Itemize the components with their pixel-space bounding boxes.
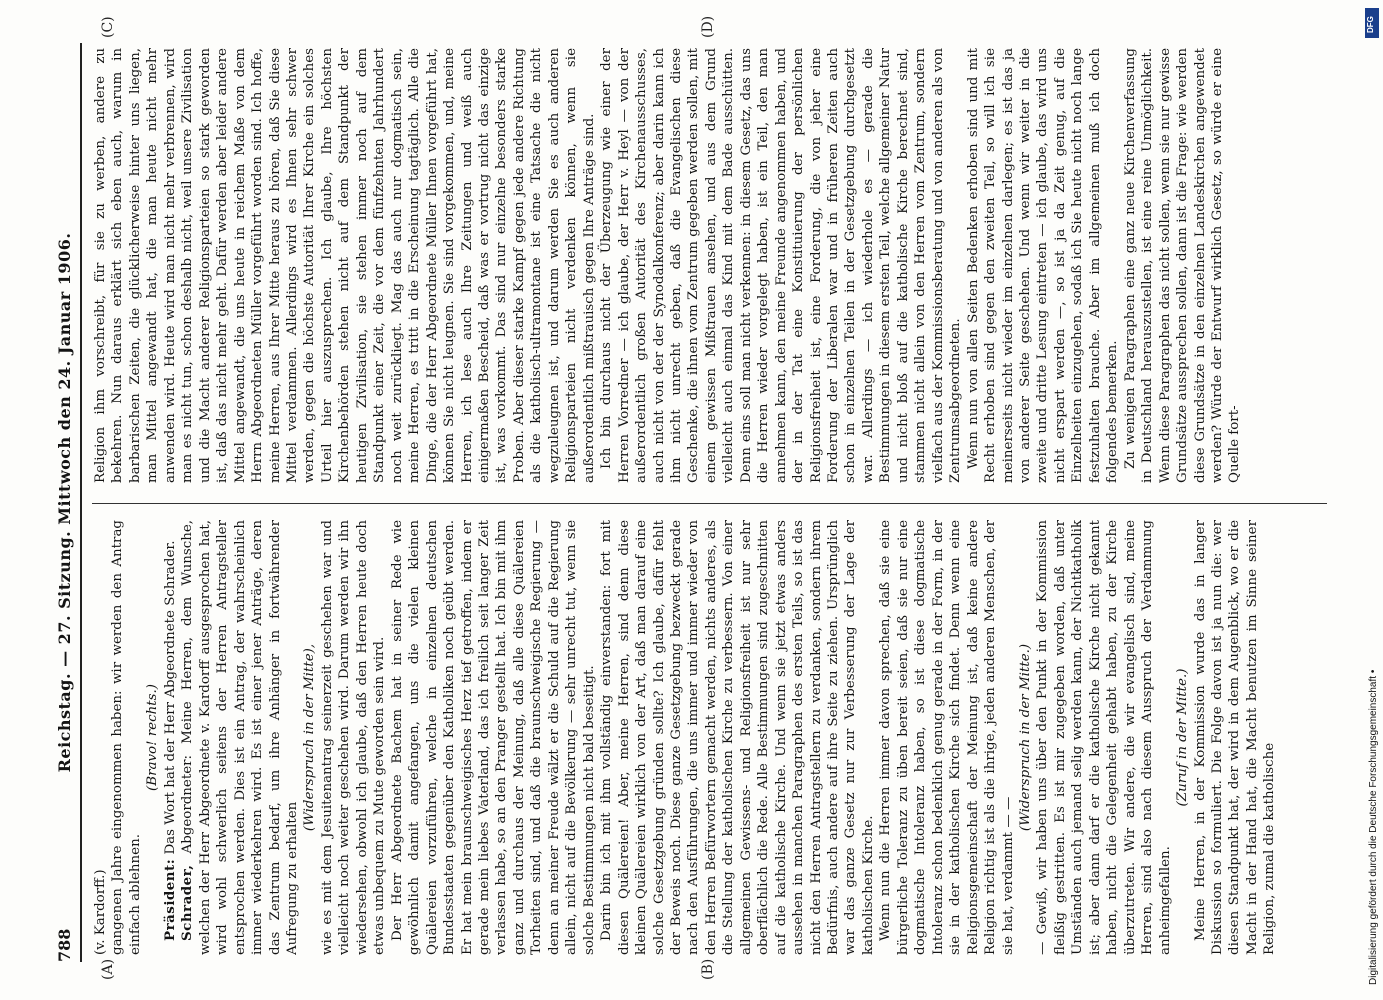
- speech-text: Abgeordneter: Meine Herren, dem Wunsche, welchen der Herr Abgeordnete v. Kardorff ausgesprochen hat, wird wohl schwerlich seitens der Herren Antragsteller entsprochen werden. Dies ist ein Antrag, der wahrscheinlich immer wiederkehren wird. Es ist einer jener Anträge, deren das Zentrum bedarf, um ihre Anhänger in fortwährender Aufregung zu erhalten: [180, 520, 300, 955]
- left-column: [92, 520, 1322, 955]
- text-paragraph: Ich bin durchaus nicht der Überzeugung wie einer der Herren Vorredner — ich glaube, der Herr v. Heyl — von der außerordentlich großen Autorität des Kirchenausschusses, auch nicht von der der Synodalkonferenz; aber darin kann ich ihm nicht unrecht geben, daß die Evangelischen diese Geschenke, die ihnen vom Zentrum gegeben werden sollen, mit einem gewissen Mißtrauen ansehen, und aus dem Grund vielleicht auch einmal das Kind mit dem Bade ausschütten. Denn eins soll man nicht verkennen: in diesem Gesetz, das uns die Herren wieder vorgelegt haben, ist ein Teil, den man annehmen kann, den meine Freunde angenommen haben, und der in der Tat eine Konstituierung der persönlichen Religionsfreiheit ist, eine Forderung, die von jeher eine Forderung der Liberalen war und in früheren Zeiten auch schon in einzelnen Teilen in der Gesetzgebung durchgesetzt war. Allerdings — ich wiederhole es — gerade die Bestimmungen in diesem ersten Teil, welche allgemeiner Natur und nicht bloß auf die katholische Kirche berechnet sind, stammen nicht allein von den Herren vom Zentrum, sondern vielfach aus der Kommissionsberatung und von anderen als von Zentrumsabgeordneten.: [599, 48, 964, 483]
- text-paragraph: — Gewiß, wir haben uns über den Punkt in der Kommission fleißig gestritten. Es ist mir zugegeben worden, daß unter Umständen auch jemand selig werden kann, der Nichtkatholik ist; aber dann darf er die katholische Kirche nicht gekannt haben, nicht die Gelegenheit gehabt haben, zu der Kirche überzutreten. Wir andere, die wir evangelisch sind, meine Herren, sind also nach diesem Ausspruch der Verdammung anheimgefallen.: [1035, 520, 1173, 955]
- interjection: (Zuruf in der Mitte.): [1175, 668, 1191, 807]
- speech-paragraph: [162, 520, 179, 955]
- speech-paragraph: [179, 520, 301, 955]
- speaker-name: Präsident:: [161, 858, 178, 941]
- interjection: (Widerspruch in der Mitte),: [302, 643, 318, 832]
- margin-marker-a: (A): [100, 958, 116, 980]
- text-paragraph: Wenn nun die Herren immer davon sprechen, daß sie eine bürgerliche Toleranz zu üben bereit seien, daß sie nur eine dogmatische Intoleranz haben, so ist diese dogmatische Intoleranz schon bedenklich genug gerade in der Form, in der sie in der katholischen Kirche sich findet. Denn wenn eine Religionsgemeinschaft der Meinung ist, daß keine andere Religion richtig ist als die ihrige, jeden anderen Menschen, der sie hat, verdammt — —: [878, 520, 1016, 955]
- right-column: [92, 48, 1322, 483]
- dfg-logo-text: DFG: [1366, 16, 1375, 33]
- page-header: [50, 43, 82, 962]
- margin-marker-d: (D): [700, 15, 716, 38]
- speech-text: Das Wort hat der Herr Abgeordnete Schrader.: [162, 540, 178, 859]
- interjection: (Bravo! rechts.): [145, 684, 161, 791]
- margin-marker-c: (C): [100, 16, 116, 38]
- interjection: (Widerspruch in der Mitte.): [1018, 643, 1034, 832]
- text-paragraph: Zu wenigen Paragraphen eine ganz neue Kirchenverfassung in Deutschland herauszustellen, ist eine reine Unmöglichkeit. Wenn diese Paragraphen das nicht sollen, wenn sie nur gewisse Grundsätze aussprechen sollen, dann ist die Frage: wie werden diese Grundsätze in den einzelnen Landeskirchen angewendet werden? Würde der Entwurf wirklich Gesetz, so würde er eine Quelle fort-: [1122, 48, 1243, 483]
- text-paragraph: (v. Kardorff.): [93, 869, 108, 955]
- text-paragraph: gangenen Jahre eingenommen haben: wir werden den Antrag einfach ablehnen.: [110, 520, 143, 955]
- text-paragraph: wie es mit dem Jesuitenantrag seinerzeit geschehen war und vielleicht noch weiter geschehen wird. Darum werden wir ihn wiedersehen, obwohl ich glaube, daß den Herren heute doch etwas unbequem zu Mute geworden sein wird.: [319, 520, 388, 955]
- dfg-logo: [1365, 8, 1379, 38]
- column-divider: [92, 503, 1327, 504]
- margin-marker-b: (B): [700, 958, 716, 980]
- text-paragraph: Der Herr Abgeordnete Bachem hat in seiner Rede wie gewöhnlich damit angefangen, uns die vielen kleinen Quälereien vorzuführen, welche in einzelnen deutschen Bundesstaaten gegenüber den Katholiken noch geübt werden. Er hat mein braunschweigisches Herz tief getroffen, indem er gerade mein liebes Vaterland, das ich freilich seit langer Zeit verlassen habe, so an den Pranger gestellt hat. Ich bin mit ihm ganz und durchaus der Meinung, daß alle diese Quälereien Torheiten sind, und daß die braunschweigische Regierung — denn an meiner Freude wälzt er die Schuld auf die Regierung allein, nicht auf die Bevölkerung — sehr unrecht tut, wenn sie solche Bestimmungen nicht bald beseitigt.: [389, 520, 597, 955]
- speaker-name: Schrader,: [179, 864, 196, 941]
- newspaper-page: [50, 15, 1340, 980]
- page-title: Reichstag. — 27. Sitzung. Mittwoch den 24. Januar 1906.: [55, 232, 74, 773]
- page-number: 788: [55, 928, 74, 962]
- text-paragraph: Religion ihm vorschreibt, für sie zu werben, andere zu bekehren. Nun daraus erklärt sich eben auch, warum in barbarischen Zeiten, die glücklicherweise hinter uns liegen, man Mittel angewandt hat, die man heute nicht mehr anwenden wird. Heute wird man nicht mehr verbrennen, wird man es nicht tun, schon deshalb nicht, weil unsere Zivilisation und die Macht anderer Religionsparteien so stark geworden ist, daß das nicht mehr geht. Dafür werden aber leider andere Mittel angewandt, die uns heute in reichem Maße von dem Herrn Abgeordneten Müller vorgeführt worden sind. Ich hoffe, meine Herren, aus Ihrer Mitte heraus zu hören, daß Sie diese Mittel verdammen. Allerdings wird es Ihnen sehr schwer werden, gegen die höchste Autorität Ihrer Kirche ein solches Urteil hier auszusprechen. Ich glaube, Ihre höchsten Kirchenbehörden stehen nicht auf dem Standpunkt der heutigen Zivilisation, sie stehen immer noch auf dem Standpunkt einer Zeit, die vor dem fünfzehnten Jahrhundert noch weit zurückliegt. Mag das auch nur dogmatisch sein, meine Herren, es tritt in die Erscheinung tagtäglich. Alle die Dinge, die der Herr Abgeordnete Müller Ihnen vorgeführt hat, können Sie nicht leugnen. Sie sind vorgekommen, und, meine Herren, ich lese auch Ihre Zeitungen und weiß auch einigermaßen Bescheid, daß was er vortrug nicht das einzige ist, was vorkommt. Das sind nur einzelne besonders starke Proben. Aber dieser starke Kampf gegen jede andere Richtung als die katholisch-ultramontane ist eine Tatsache die nicht wegzuleugnen ist, und darum werden Sie es auch anderen Religionsparteien nicht verdenken können, wenn sie außerordentlich mißtrauisch gegen Ihre Anträge sind.: [93, 48, 597, 483]
- text-paragraph: Meine Herren, in der Kommission wurde das in langer Diskussion so formuliert. Die Folge davon ist ja nun die: wer diesen Standpunkt hat, der wird in dem Augenblick, wo er die Macht in der Hand hat, die Macht benutzen im Sinne seiner Religion, zumal die katholische: [1192, 520, 1278, 955]
- text-paragraph: Darin bin ich mit ihm vollständig einverstanden: fort mit diesen Quälereien! Aber, meine Herren, sind denn diese kleinen Quälereien wirklich von der Art, daß man darauf eine solche Gesetzgebung gründen sollte? Ich glaube, dafür fehlt der Beweis noch. Diese ganze Gesetzgebung bezweckt gerade nach den Ausführungen, die uns immer und immer wieder von den Herren Befürwortern gemacht werden, nichts anderes, als die Stellung der katholischen Kirche zu verbessern. Von einer allgemeinen Gewissens- und Religionsfreiheit ist nur sehr oberflächlich die Rede. Alle Bestimmungen sind zugeschnitten auf die katholische Kirche. Und wenn sie jetzt etwas anders aussehen in manchen Paragraphen des ersten Teils, so ist das nicht den Herren Antragstellern zu verdanken, sondern ihrem Bedürfnis, auch andere auf ihre Seite zu ziehen. Ursprünglich war das ganze Gesetz nur zur Verbesserung der Lage der katholischen Kirche.: [599, 520, 876, 955]
- text-paragraph: Wenn nun von allen Seiten Bedenken erhoben sind und mit Recht erhoben sind gegen den zweiten Teil, so will ich sie meinerseits nicht wieder im einzelnen darlegen; es ist das ja von anderer Seite geschehen. Und wenn wir weiter in die zweite und dritte Lesung eintreten — ich glaube, das wird uns nicht erspart werden —, so ist ja da Zeit genug, auf die Einzelheiten einzugehen, sodaß ich Sie heute nicht noch lange festzuhalten brauche. Aber im allgemeinen muß ich doch folgendes bemerken.: [965, 48, 1121, 483]
- digitization-credit: Digitalisierung gefördert durch die Deutsche Forschungsgemeinschaft •: [1368, 669, 1379, 985]
